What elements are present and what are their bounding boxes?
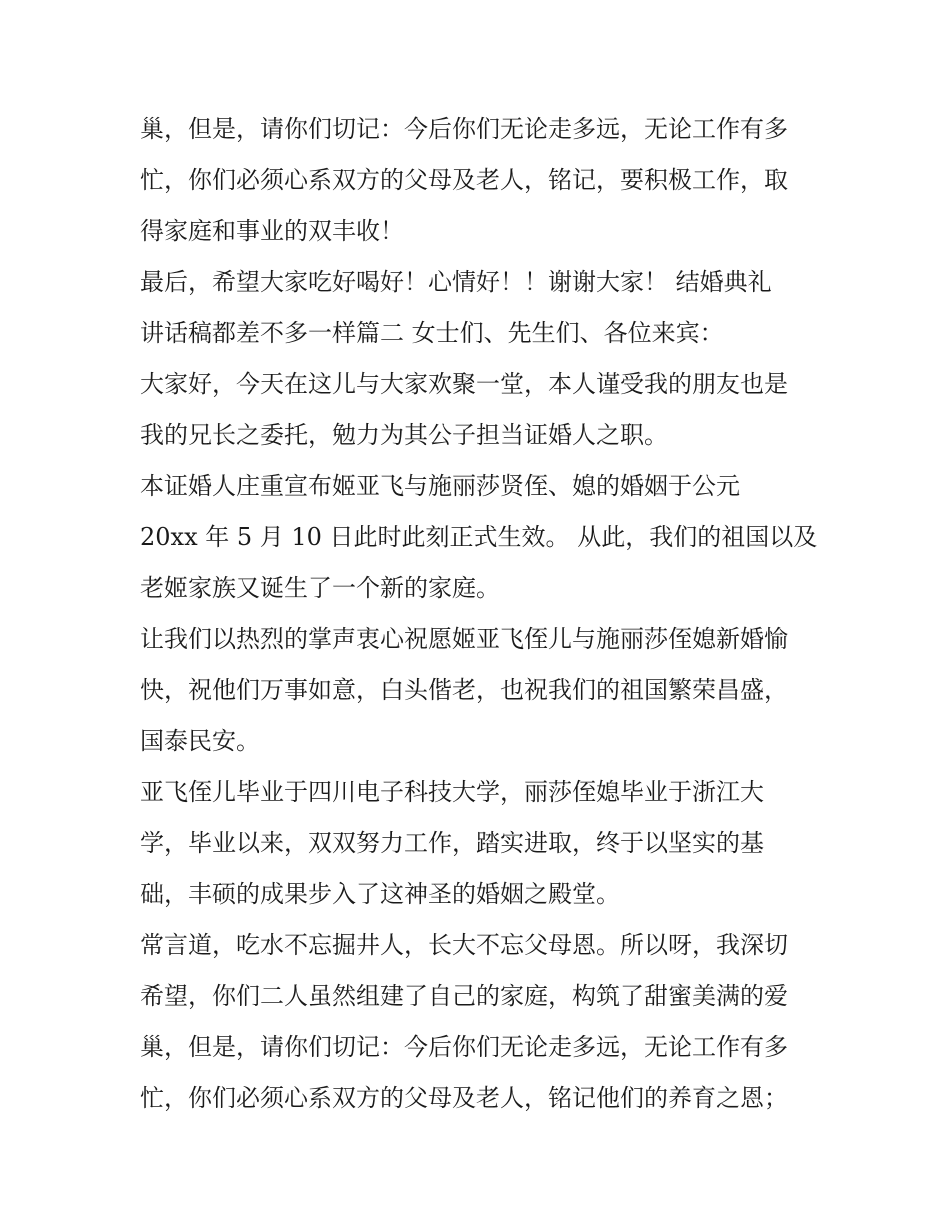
text-line: 学，毕业以来，双双努力工作，踏实进取，终于以坚实的基 — [140, 829, 764, 857]
text-line: 最后，希望大家吃好喝好！心情好！！谢谢大家！ 结婚典礼 — [140, 268, 772, 296]
text-line: 忙，你们必须心系双方的父母及老人，铭记，要积极工作，取 — [140, 166, 788, 194]
document-body — [140, 104, 820, 1124]
text-line: 大家好，今天在这儿与大家欢聚一堂，本人谨受我的朋友也是 — [140, 370, 788, 398]
text-line: 巢，但是，请你们切记：今后你们无论走多远，无论工作有多 — [140, 115, 788, 143]
text-line: 希望，你们二人虽然组建了自己的家庭，构筑了甜蜜美满的爱 — [140, 982, 788, 1010]
text-line: 础，丰硕的成果步入了这神圣的婚姻之殿堂。 — [140, 880, 620, 908]
text-line: 忙，你们必须心系双方的父母及老人，铭记他们的养育之恩； — [140, 1084, 788, 1112]
text-line: 巢，但是，请你们切记：今后你们无论走多远，无论工作有多 — [140, 1033, 788, 1061]
text-line: 亚飞侄儿毕业于四川电子科技大学，丽莎侄媳毕业于浙江大 — [140, 778, 764, 806]
text-line: 本证婚人庄重宣布姬亚飞与施丽莎贤侄、媳的婚姻于公元 — [140, 472, 740, 500]
text-line: 我的兄长之委托，勉力为其公子担当证婚人之职。 — [140, 421, 668, 449]
text-line: 老姬家族又诞生了一个新的家庭。 — [140, 574, 500, 602]
text-line: 让我们以热烈的掌声衷心祝愿姬亚飞侄儿与施丽莎侄媳新婚愉 — [140, 625, 788, 653]
text-line: 20xx 年 5 月 10 日此时此刻正式生效。 从此，我们的祖国以及 — [140, 523, 818, 551]
text-line: 讲话稿都差不多一样篇二 女士们、先生们、各位来宾： — [140, 319, 724, 347]
text-line: 得家庭和事业的双丰收！ — [140, 217, 404, 245]
text-line: 常言道，吃水不忘掘井人，长大不忘父母恩。所以呀，我深切 — [140, 931, 788, 959]
text-line: 快，祝他们万事如意，白头偕老，也祝我们的祖国繁荣昌盛， — [140, 676, 788, 704]
text-line: 国泰民安。 — [140, 727, 260, 755]
